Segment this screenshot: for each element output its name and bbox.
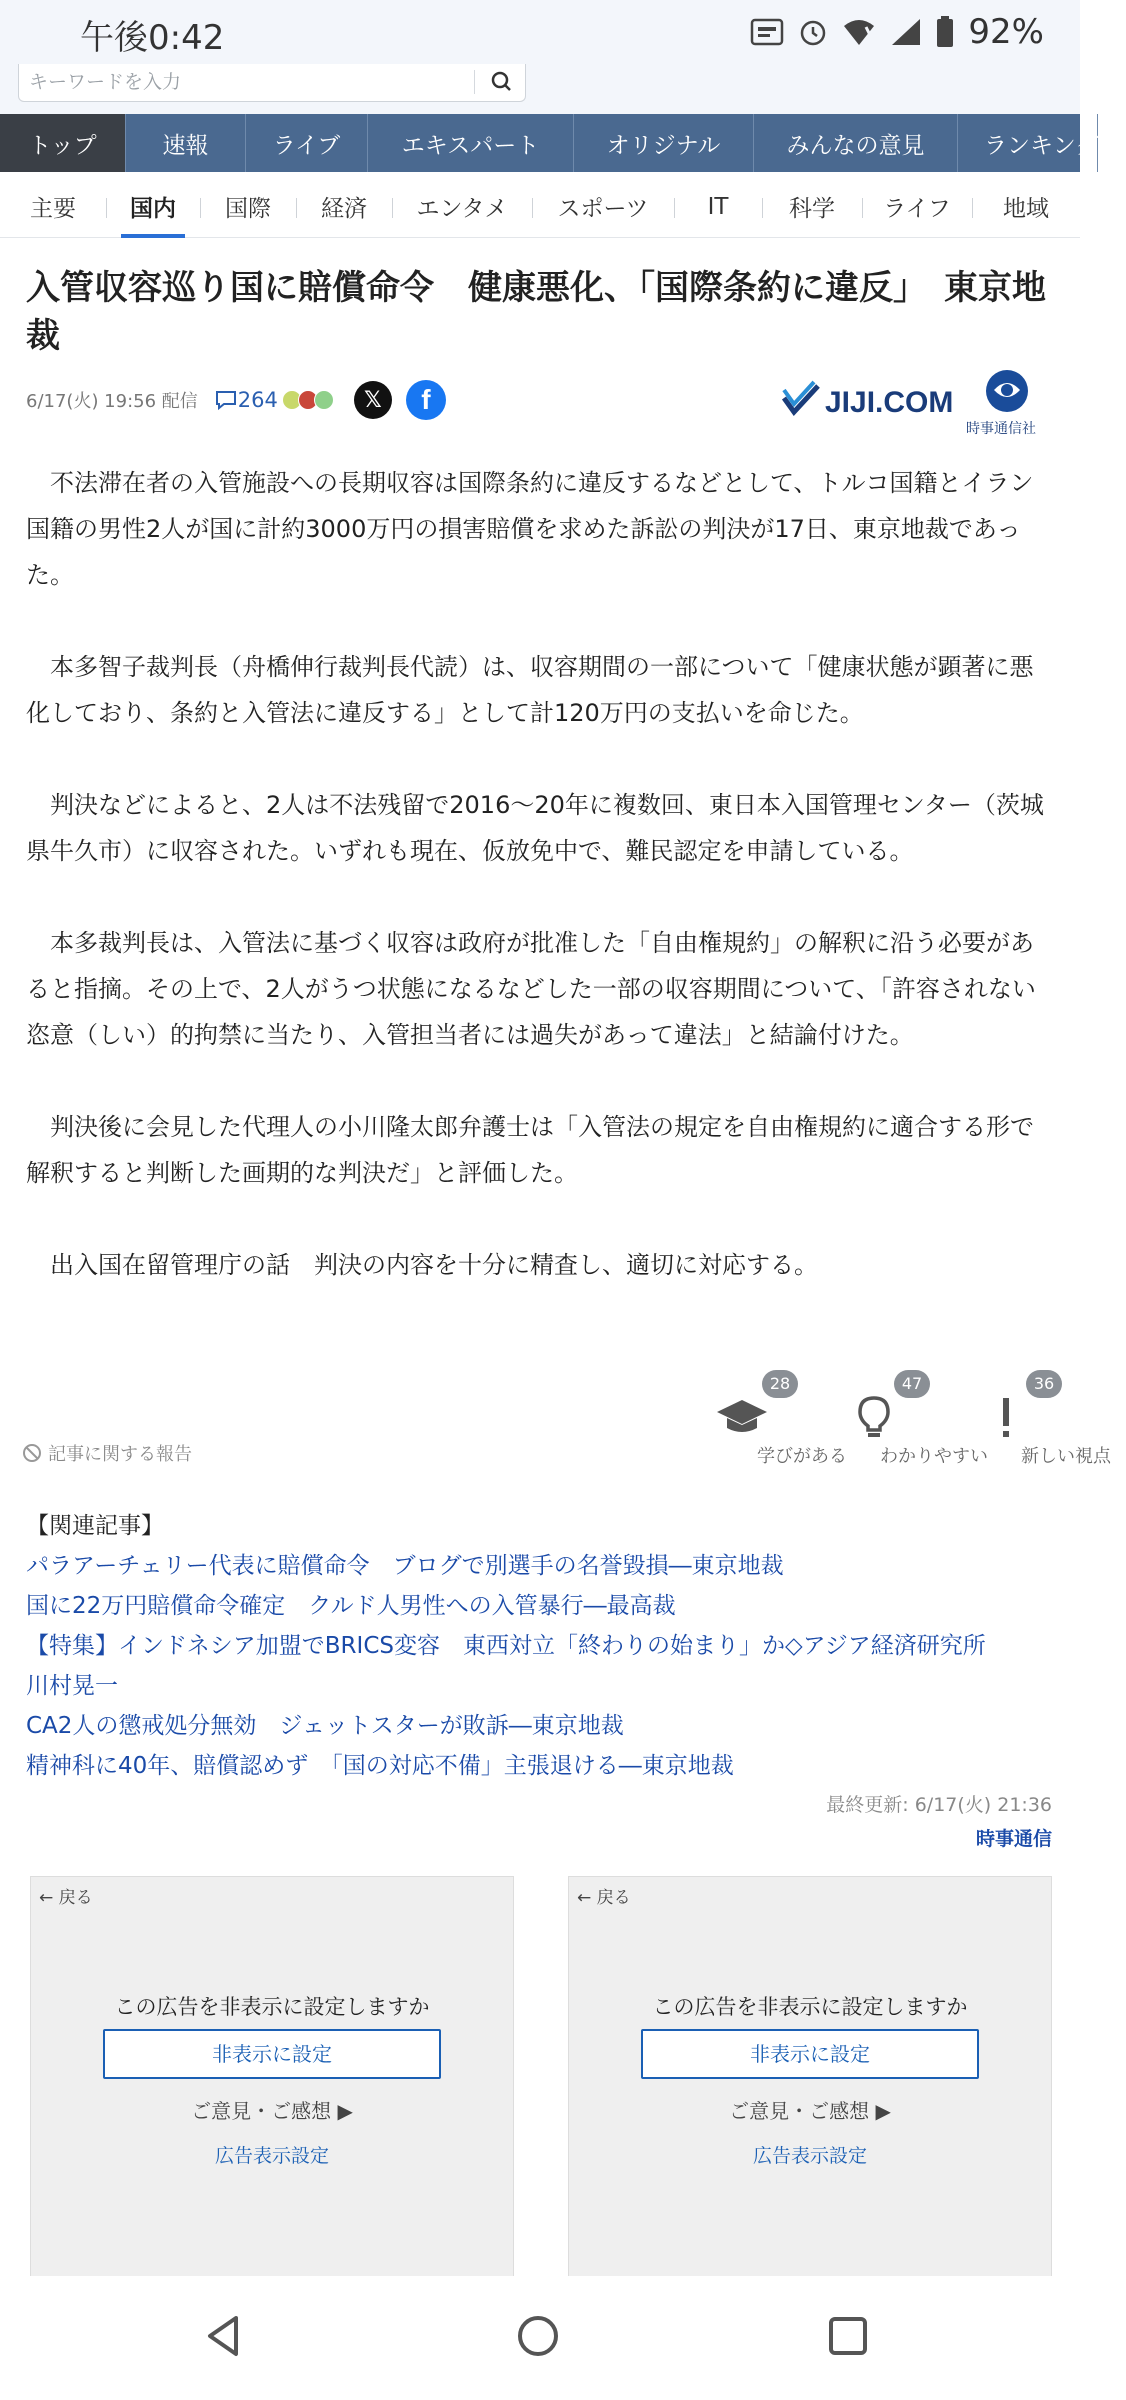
related-link[interactable]: 川村晃一 [26,1673,118,1699]
jiji-emblem-icon [984,368,1030,414]
ad-settings-link[interactable]: 広告表示設定 [752,2145,867,2167]
related-heading: 【関連記事】 [26,1513,164,1539]
related-link[interactable]: 【特集】インドネシア加盟でBRICS変容 東西対立「終わりの始まり」か◇アジア経済研究所 [26,1633,986,1659]
home-circle-icon [508,2306,568,2366]
caret-right-icon: ▶ [331,2099,353,2123]
wifi-icon [842,17,876,47]
related-articles [26,1506,1066,1786]
ad-feedback-label: ご意見・ご感想 [729,2099,870,2123]
back-button[interactable] [196,2306,256,2366]
reaction-count: 28 [762,1370,798,1398]
sub-nav [0,176,1080,238]
search-input[interactable] [29,68,469,96]
main-nav-ranking[interactable]: ランキング [958,114,1098,172]
reaction-label: 学びがある [757,1446,847,1467]
status-bar [0,0,1080,64]
facebook-logo-icon: f [421,384,431,415]
sub-nav-international[interactable]: 国際 [200,176,296,238]
ad-hide-button[interactable]: 非表示に設定 [103,2029,441,2079]
reaction-count: 47 [894,1370,930,1398]
provider-link[interactable]: 時事通信 [975,1828,1052,1850]
ad-feedback-link[interactable] [31,2095,513,2124]
sub-nav-domestic[interactable]: 国内 [106,176,200,238]
system-nav-bar [0,2276,1080,2400]
report-label: 記事に関する報告 [48,1444,192,1465]
last-updated: 最終更新: 6/17(火) 21:36 [826,1794,1052,1816]
article-paragraph: 出入国在留管理庁の話 判決の内容を十分に精査し、適切に対応する。 [50,1251,818,1279]
ad-question: この広告を非表示に設定しますか [652,1995,968,2019]
main-nav-breaking[interactable]: 速報 [126,114,246,172]
sub-nav-local[interactable]: 地域 [972,176,1080,238]
search-divider [474,70,475,94]
main-nav-top[interactable]: トップ [0,114,126,172]
article-paragraph: 本多智子裁判長（舟橋伸行裁判長代読）は、収容期間の一部について「健康状態が顕著に悪化しており、条約と入管法に違反する」として計120万円の支払いを命じた。 [26,653,1034,727]
alarm-icon [798,17,828,47]
reaction-count: 36 [1026,1370,1062,1398]
battery-percent: 92% [968,12,1044,52]
main-nav-live[interactable]: ライブ [246,114,368,172]
back-triangle-icon [196,2306,256,2366]
main-nav-expert[interactable]: エキスパート [368,114,574,172]
sub-nav-sports[interactable]: スポーツ [532,176,674,238]
recents-square-icon [818,2306,878,2366]
article-paragraph: 判決後に会見した代理人の小川隆太郎弁護士は「入管法の規定を自由権規約に適合する形で解釈すると判断した画期的な判決だ」と評価した。 [26,1113,1034,1187]
provider-logo-sub: 時事通信社 [966,421,1036,437]
caret-right-icon: ▶ [869,2099,891,2123]
search-button[interactable] [481,66,523,98]
prohibited-icon [22,1443,42,1463]
home-button[interactable] [508,2306,568,2366]
share-x-button[interactable] [354,381,392,419]
exclamation-icon [996,1394,1016,1440]
ad-settings-link[interactable]: 広告表示設定 [214,2145,329,2167]
article-paragraph: 本多裁判長は、入管法に基づく収容は政府が批准した「自由権規約」の解釈に沿う必要があると指摘。その上で、2人がうつ状態になるなどした一部の収容期間について、「許容されない恣意（しい）的拘禁に当たり、入管担当者には過失があって違法」と結論付けた。 [26,929,1036,1049]
provider-logo-text: JIJI.COM [825,386,954,419]
search-box [18,64,526,102]
signal-icon [890,17,922,47]
report-link[interactable] [22,1440,192,1466]
related-link[interactable]: CA2人の懲戒処分無効 ジェットスターが敗訴―東京地裁 [26,1713,624,1739]
arrow-left-icon: ← [39,1888,59,1908]
x-logo-icon: 𝕏 [364,387,382,413]
comment-count: 264 [237,388,278,412]
related-link[interactable]: 国に22万円賠償命令確定 クルド人男性への入管暴行―最高裁 [26,1593,676,1619]
article-body [26,460,1056,1334]
arrow-left-icon: ← [577,1888,597,1908]
related-link[interactable]: パラアーチェリー代表に賠償命令 ブログで別選手の名誉毀損―東京地裁 [26,1553,784,1579]
article-paragraph: 判決などによると、2人は不法残留で2016～20年に複数回、東日本入国管理センター（茨城県牛久市）に収容された。いずれも現在、仮放免中で、難民認定を申請している。 [26,791,1044,865]
reaction-faces [286,390,334,410]
ad-panel-left [30,1876,514,2276]
comments-link[interactable] [214,388,278,412]
reaction-clear-button[interactable] [814,1370,988,1470]
reaction-label: わかりやすい [880,1446,988,1467]
ad-back-button[interactable] [577,1883,631,1908]
ad-hide-button[interactable]: 非表示に設定 [641,2029,979,2079]
graduation-cap-icon [715,1394,769,1438]
ad-question: この広告を非表示に設定しますか [114,1995,430,2019]
sub-nav-it[interactable]: IT [674,176,762,238]
share-facebook-button[interactable] [406,380,446,420]
lightbulb-icon [854,1394,894,1440]
sub-nav-science[interactable]: 科学 [762,176,862,238]
sub-nav-economy[interactable]: 経済 [296,176,392,238]
reaction-label: 新しい視点 [1021,1446,1111,1467]
reaction-learn-button[interactable] [682,1370,847,1470]
sub-nav-life[interactable]: ライフ [862,176,972,238]
sub-nav-entertainment[interactable]: エンタメ [392,176,532,238]
article-date: 6/17(火) 19:56 配信 [26,391,198,412]
comment-icon [214,389,238,411]
auto-icon [750,17,784,47]
jiji-mark-icon [780,378,822,420]
article-meta [26,378,446,422]
related-link[interactable]: 精神科に40年、賠償認めず 「国の対応不備」主張退ける―東京地裁 [26,1753,734,1779]
sub-nav-major[interactable]: 主要 [30,196,76,222]
main-nav [0,114,1099,172]
article-paragraph: 不法滞在者の入管施設への長期収容は国際条約に違反するなどとして、トルコ国籍とイラン国籍の男性2人が国に計約3000万円の損害賠償を求めた訴訟の判決が17日、東京地裁であった。 [26,469,1034,589]
face-icon-calm [314,390,334,410]
ad-panel-right [568,1876,1052,2276]
main-nav-opinion[interactable]: みんなの意見 [754,114,958,172]
ad-back-label: 戻る [58,1888,93,1908]
ad-feedback-link[interactable] [569,2095,1051,2124]
main-nav-original[interactable]: オリジナル [574,114,754,172]
status-icons [750,12,1044,52]
status-time: 午後0:42 [80,18,225,58]
reaction-newview-button[interactable] [946,1370,1111,1470]
search-icon [481,66,523,98]
recents-button[interactable] [818,2306,878,2366]
article-title: 入管収容巡り国に賠償命令 健康悪化、「国際条約に違反」 東京地裁 [26,268,1046,356]
ad-back-label: 戻る [596,1888,631,1908]
ad-back-button[interactable] [39,1883,93,1908]
provider-logo[interactable] [780,366,1040,436]
search-bar [0,64,1080,114]
battery-icon [936,16,954,48]
ad-feedback-label: ご意見・ご感想 [191,2099,332,2123]
